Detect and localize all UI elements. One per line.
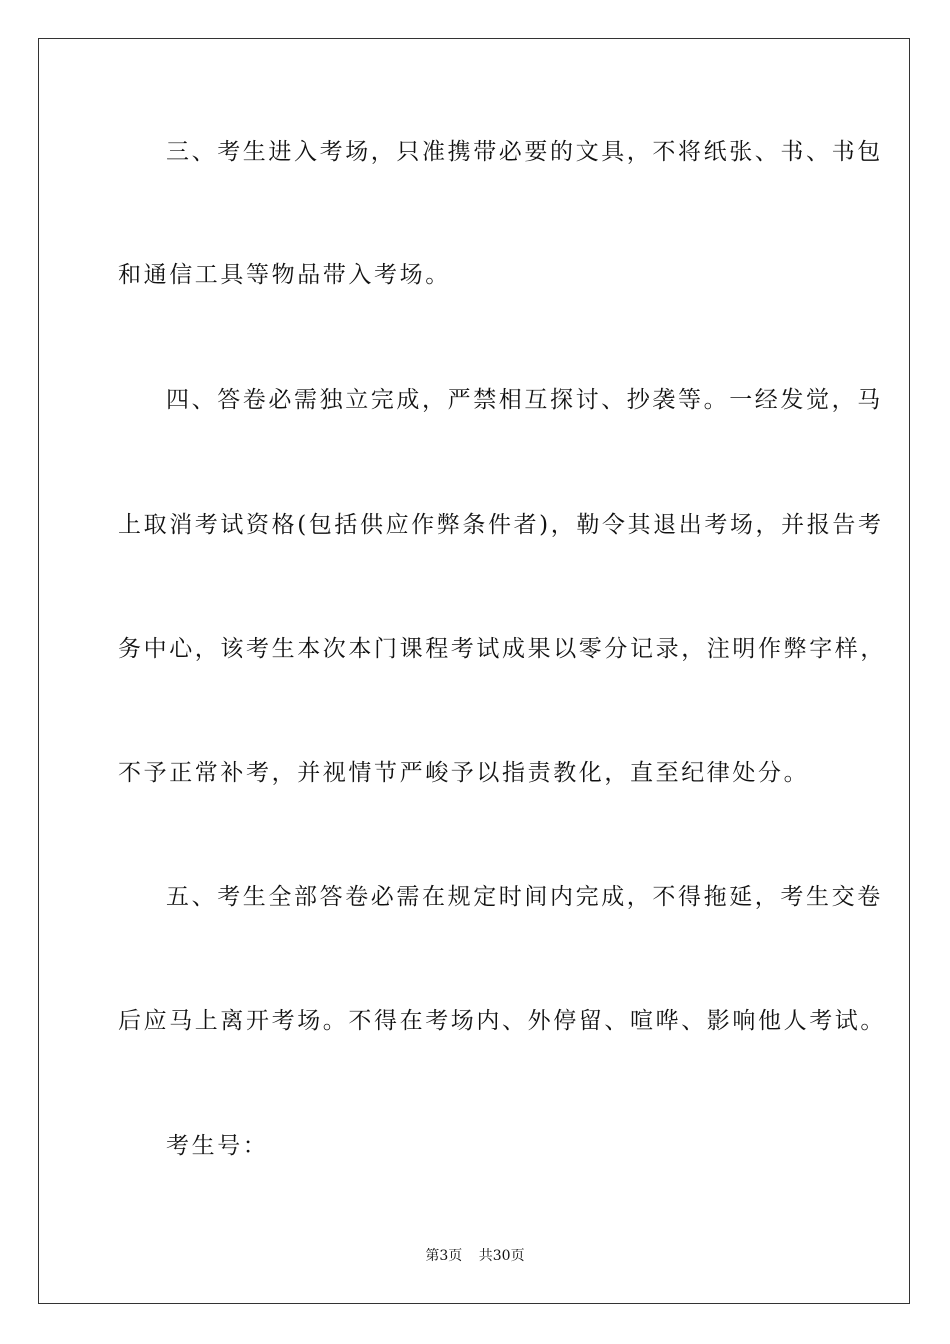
page-border (38, 38, 910, 1304)
paragraph-line: 四、答卷必需独立完成，严禁相互探讨、抄袭等。一经发觉，马 (166, 387, 883, 413)
page-number: 第3页 (425, 1248, 463, 1264)
paragraph-line: 三、考生进入考场，只准携带必要的文具，不将纸张、书、书包 (166, 139, 883, 165)
paragraph-line: 上取消考试资格(包括供应作弊条件者)，勒令其退出考场，并报告考 (118, 512, 884, 538)
paragraph-line: 五、考生全部答卷必需在规定时间内完成，不得拖延，考生交卷 (166, 884, 883, 910)
paragraph-line: 不予正常补考，并视情节严峻予以指责教化，直至纪律处分。 (118, 760, 810, 786)
paragraph-line: 后应马上离开考场。不得在考场内、外停留、喧哗、影响他人考试。 (118, 1008, 886, 1034)
page-footer (0, 1246, 950, 1266)
paragraph-line: 和通信工具等物品带入考场。 (118, 262, 451, 288)
paragraph-line: 考生号： (166, 1133, 269, 1159)
paragraph-line: 务中心，该考生本次本门课程考试成果以零分记录，注明作弊字样， (118, 636, 886, 662)
page-total: 共30页 (478, 1248, 525, 1264)
